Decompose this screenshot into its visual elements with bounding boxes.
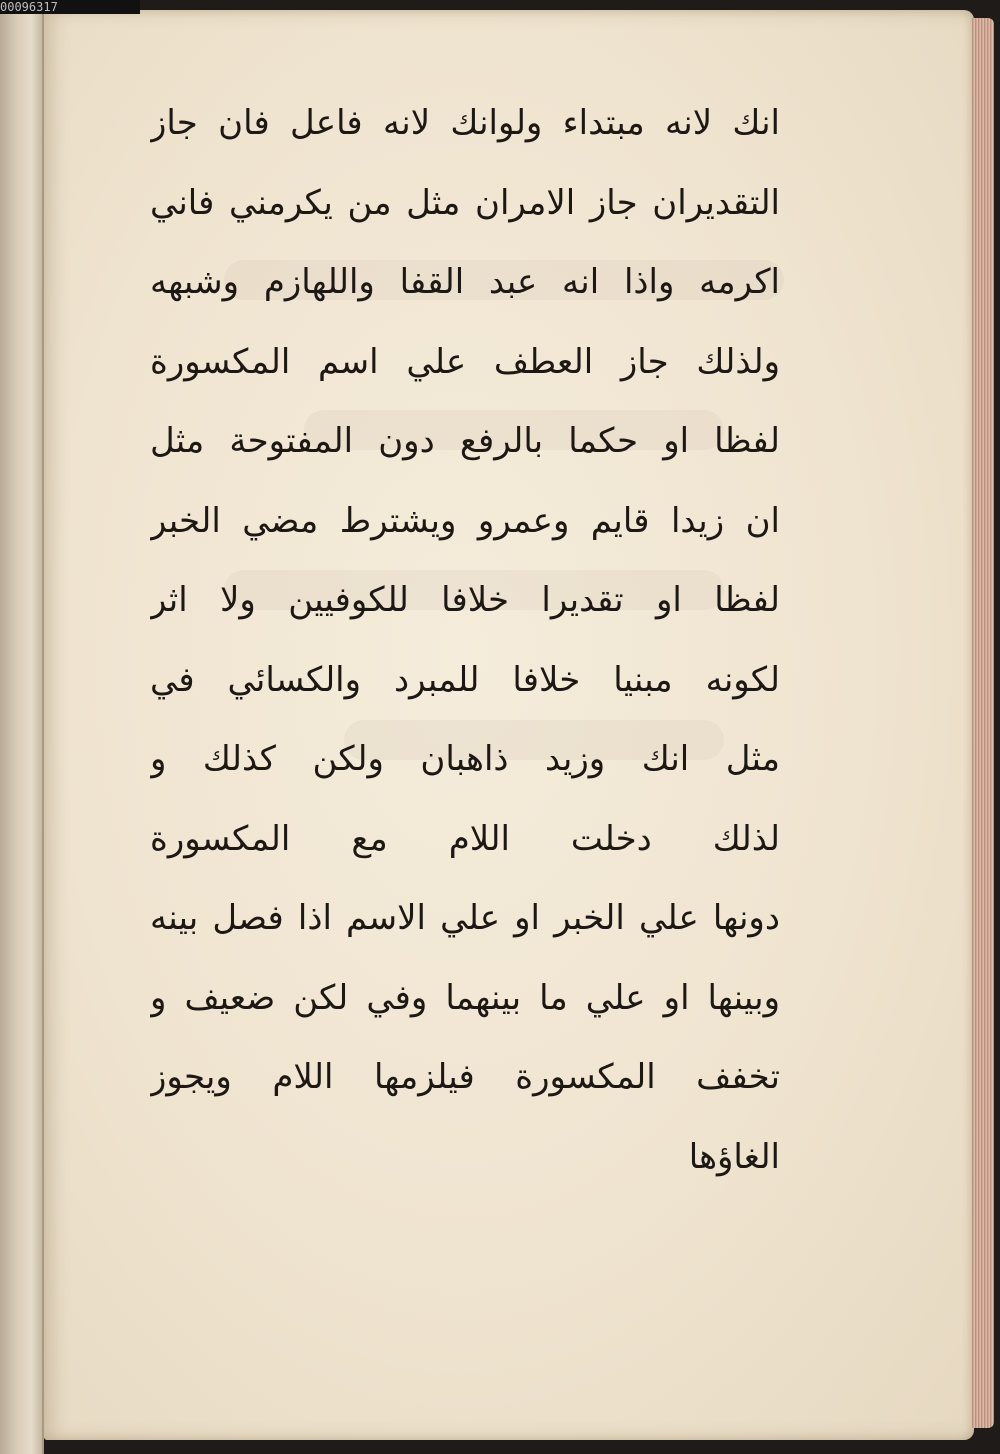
text-line: وبينها او علي ما بينهما وفي لكن ضعيف و bbox=[150, 977, 780, 1018]
text-line: لكونه مبنيا خلافا للمبرد والكسائي في bbox=[150, 659, 780, 700]
text-line: تخفف المكسورة فيلزمها اللام ويجوز bbox=[150, 1057, 780, 1097]
text-line: ان زيدا قايم وعمرو ويشترط مضي الخبر bbox=[150, 500, 780, 541]
text-line: دونها علي الخبر او علي الاسم اذا فصل بينه bbox=[150, 898, 780, 938]
scan-id-label: 00096317 bbox=[0, 0, 140, 14]
text-line: لفظا او حكما بالرفع دون المفتوحة مثل bbox=[150, 421, 780, 461]
text-line: انك لانه مبتداء ولوانك لانه فاعل فان جاز bbox=[150, 103, 780, 143]
text-line: لفظا او تقديرا خلافا للكوفيين ولا اثر bbox=[150, 580, 780, 620]
text-line: الغاؤها bbox=[688, 1136, 780, 1177]
previous-page-edge bbox=[0, 0, 44, 1454]
text-line: التقديران جاز الامران مثل من يكرمني فاني bbox=[150, 182, 780, 223]
text-line: مثل انك وزيد ذاهبان ولكن كذلك و bbox=[150, 739, 780, 779]
text-line: اكرمه واذا انه عبد القفا واللهازم وشبهه bbox=[150, 262, 780, 302]
text-line: ولذلك جاز العطف علي اسم المكسورة bbox=[150, 341, 780, 382]
book-fore-edge bbox=[972, 18, 994, 1428]
text-line: لذلك دخلت اللام مع المكسورة bbox=[150, 818, 780, 859]
manuscript-text bbox=[150, 88, 780, 1201]
